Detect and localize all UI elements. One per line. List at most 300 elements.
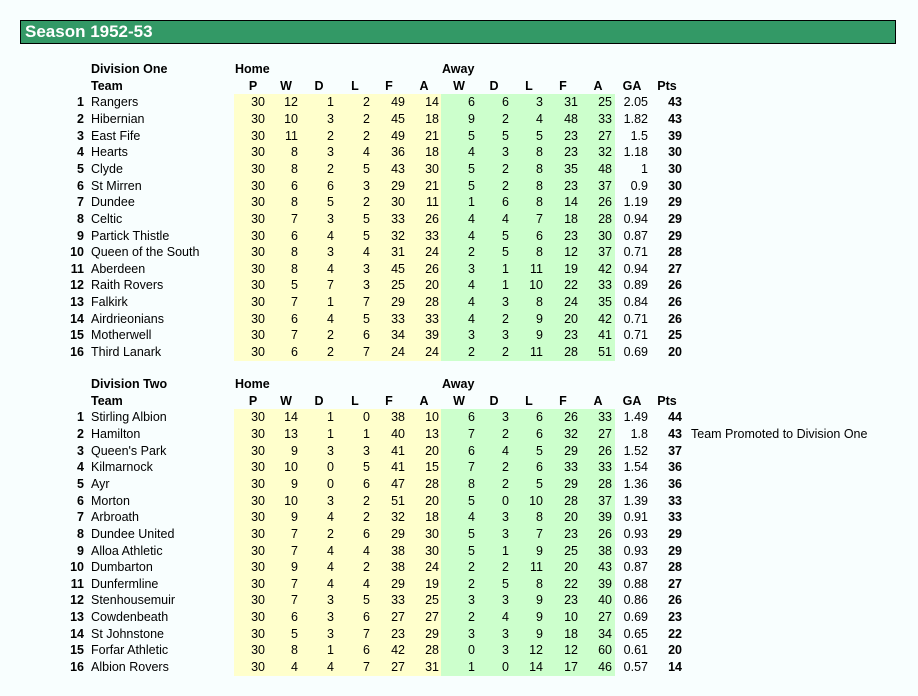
stat-aa: 35 [598, 295, 612, 310]
stat-ha: 27 [425, 610, 439, 625]
position: 7 [77, 195, 84, 210]
stat-af: 18 [564, 211, 578, 226]
stat-aw: 1 [468, 195, 475, 210]
stat-hw: 5 [291, 626, 298, 641]
stat-hl: 2 [363, 493, 370, 508]
stat-pts: 30 [668, 161, 682, 176]
stat-aa: 25 [598, 95, 612, 110]
stat-al: 5 [536, 128, 543, 143]
stat-hf: 32 [391, 510, 405, 525]
stat-aa: 26 [598, 443, 612, 458]
position: 1 [77, 95, 84, 110]
stat-af: 12 [564, 245, 578, 260]
header-d: D [314, 78, 324, 93]
stat-pts: 22 [668, 626, 682, 641]
stat-p: 30 [251, 510, 265, 525]
stat-pts: 23 [668, 610, 682, 625]
stat-aw: 8 [468, 476, 475, 491]
stat-af: 29 [564, 443, 578, 458]
stat-ha: 33 [425, 228, 439, 243]
stat-ga: 0.9 [630, 178, 648, 193]
stat-aa: 48 [598, 161, 612, 176]
stat-aa: 33 [598, 278, 612, 293]
stat-hl: 5 [363, 311, 370, 326]
position: 6 [77, 178, 84, 193]
stat-hd: 1 [327, 95, 334, 110]
table-row [0, 211, 918, 228]
stat-ha: 13 [425, 426, 439, 441]
stat-ha: 15 [425, 460, 439, 475]
stat-pts: 26 [668, 311, 682, 326]
stat-ad: 5 [502, 245, 509, 260]
team-name: Morton [91, 493, 130, 508]
column-header-row [0, 393, 918, 410]
table-row [0, 409, 918, 426]
stat-ad: 3 [502, 510, 509, 525]
stat-ad: 5 [502, 576, 509, 591]
stat-aw: 6 [468, 95, 475, 110]
stat-p: 30 [251, 128, 265, 143]
stat-p: 30 [251, 626, 265, 641]
header-p: P [248, 78, 258, 93]
stat-hd: 2 [327, 345, 334, 360]
stat-ha: 31 [425, 660, 439, 675]
stat-al: 3 [536, 95, 543, 110]
stat-hw: 6 [291, 178, 298, 193]
stat-hw: 10 [284, 111, 298, 126]
header-d: D [489, 78, 499, 93]
stat-al: 6 [536, 460, 543, 475]
stat-al: 10 [529, 493, 543, 508]
stat-hl: 6 [363, 476, 370, 491]
stat-pts: 29 [668, 195, 682, 210]
team-name: Airdrieonians [91, 311, 164, 326]
table-row [0, 161, 918, 178]
team-name: Ayr [91, 476, 110, 491]
stat-ha: 33 [425, 311, 439, 326]
stat-af: 18 [564, 626, 578, 641]
position: 10 [70, 560, 84, 575]
stat-p: 30 [251, 593, 265, 608]
stat-af: 22 [564, 278, 578, 293]
stat-al: 5 [536, 476, 543, 491]
position: 8 [77, 211, 84, 226]
stat-pts: 33 [668, 493, 682, 508]
stat-pts: 28 [668, 560, 682, 575]
stat-p: 30 [251, 95, 265, 110]
stat-hf: 49 [391, 128, 405, 143]
stat-ad: 3 [502, 328, 509, 343]
stat-hd: 2 [327, 328, 334, 343]
stat-pts: 44 [668, 410, 682, 425]
stat-aw: 0 [468, 643, 475, 658]
stat-ha: 28 [425, 643, 439, 658]
stat-aa: 37 [598, 245, 612, 260]
position: 4 [77, 460, 84, 475]
stat-ga: 1.54 [623, 460, 648, 475]
stat-ha: 18 [425, 111, 439, 126]
stat-p: 30 [251, 195, 265, 210]
team-name: Hearts [91, 145, 128, 160]
stat-aw: 4 [468, 211, 475, 226]
stat-pts: 29 [668, 211, 682, 226]
stat-ha: 30 [425, 543, 439, 558]
stat-hf: 40 [391, 426, 405, 441]
stat-aa: 42 [598, 261, 612, 276]
stat-hd: 1 [327, 295, 334, 310]
stat-hl: 4 [363, 145, 370, 160]
stat-hw: 9 [291, 560, 298, 575]
stat-hd: 0 [327, 460, 334, 475]
stat-aa: 39 [598, 510, 612, 525]
away-label: Away [442, 62, 475, 76]
stat-aa: 26 [598, 195, 612, 210]
stat-p: 30 [251, 161, 265, 176]
position: 16 [70, 345, 84, 360]
stat-p: 30 [251, 345, 265, 360]
stat-aw: 5 [468, 128, 475, 143]
stat-ad: 1 [502, 543, 509, 558]
stat-ha: 26 [425, 211, 439, 226]
stat-ga: 0.84 [623, 295, 648, 310]
stat-hw: 8 [291, 245, 298, 260]
stat-hl: 7 [363, 626, 370, 641]
position: 2 [77, 111, 84, 126]
stat-al: 6 [536, 410, 543, 425]
stat-ad: 4 [502, 443, 509, 458]
stat-ga: 1.52 [623, 443, 648, 458]
stat-aa: 41 [598, 328, 612, 343]
team-name: Falkirk [91, 295, 128, 310]
stat-aw: 5 [468, 161, 475, 176]
stat-aw: 3 [468, 328, 475, 343]
stat-ad: 3 [502, 410, 509, 425]
stat-ga: 0.65 [623, 626, 648, 641]
stat-aa: 30 [598, 228, 612, 243]
header-ga: GA [622, 393, 642, 408]
stat-aa: 39 [598, 576, 612, 591]
stat-aa: 40 [598, 593, 612, 608]
stat-ha: 28 [425, 476, 439, 491]
stat-af: 23 [564, 178, 578, 193]
stat-aw: 3 [468, 261, 475, 276]
stat-p: 30 [251, 145, 265, 160]
table-row [0, 244, 918, 261]
header-l: L [351, 78, 359, 93]
table-row [0, 311, 918, 328]
table-row [0, 194, 918, 211]
stat-hw: 9 [291, 510, 298, 525]
stat-hd: 3 [327, 111, 334, 126]
header-team: Team [91, 393, 123, 408]
stat-hl: 6 [363, 328, 370, 343]
stat-ga: 0.88 [623, 576, 648, 591]
stat-hl: 2 [363, 510, 370, 525]
stat-hf: 33 [391, 211, 405, 226]
stat-ga: 2.05 [623, 95, 648, 110]
stat-p: 30 [251, 526, 265, 541]
table-row [0, 111, 918, 128]
stat-hw: 4 [291, 660, 298, 675]
stat-hw: 6 [291, 228, 298, 243]
stat-ga: 0.69 [623, 610, 648, 625]
header-a: A [419, 78, 429, 93]
stat-al: 6 [536, 228, 543, 243]
table-row [0, 228, 918, 245]
stat-al: 14 [529, 660, 543, 675]
stat-aa: 46 [598, 660, 612, 675]
stat-af: 10 [564, 610, 578, 625]
position: 10 [70, 245, 84, 260]
header-l: L [525, 78, 533, 93]
team-name: Stenhousemuir [91, 593, 176, 608]
team-name: Celtic [91, 211, 123, 226]
stat-ga: 1.49 [623, 410, 648, 425]
stat-hf: 47 [391, 476, 405, 491]
stat-aw: 5 [468, 178, 475, 193]
stat-hf: 30 [391, 195, 405, 210]
table-row [0, 144, 918, 161]
stat-aa: 32 [598, 145, 612, 160]
stat-pts: 43 [668, 111, 682, 126]
stat-p: 30 [251, 443, 265, 458]
header-f: F [559, 78, 567, 93]
stat-ha: 30 [425, 161, 439, 176]
stat-aa: 38 [598, 543, 612, 558]
stat-af: 20 [564, 510, 578, 525]
stat-hl: 3 [363, 278, 370, 293]
stat-hl: 6 [363, 526, 370, 541]
table-row [0, 277, 918, 294]
stat-hf: 49 [391, 95, 405, 110]
stat-af: 28 [564, 345, 578, 360]
stat-aa: 33 [598, 410, 612, 425]
stat-ad: 3 [502, 626, 509, 641]
stat-p: 30 [251, 610, 265, 625]
stat-aa: 42 [598, 311, 612, 326]
table-row [0, 327, 918, 344]
stat-ha: 20 [425, 493, 439, 508]
stat-pts: 29 [668, 543, 682, 558]
team-name: Partick Thistle [91, 228, 170, 243]
stat-hd: 3 [327, 626, 334, 641]
stat-ha: 26 [425, 261, 439, 276]
stat-af: 26 [564, 410, 578, 425]
table-row [0, 128, 918, 145]
stat-aa: 60 [598, 643, 612, 658]
stat-ha: 24 [425, 560, 439, 575]
stat-p: 30 [251, 493, 265, 508]
table-row [0, 592, 918, 609]
header-w: W [453, 393, 465, 408]
stat-hf: 38 [391, 560, 405, 575]
position: 5 [77, 161, 84, 176]
stat-hw: 8 [291, 195, 298, 210]
stat-hd: 1 [327, 426, 334, 441]
stat-hd: 1 [327, 410, 334, 425]
stat-al: 11 [530, 560, 543, 575]
stat-hf: 45 [391, 261, 405, 276]
stat-hd: 6 [327, 178, 334, 193]
stat-hd: 4 [327, 228, 334, 243]
stat-aa: 27 [598, 610, 612, 625]
stat-hw: 6 [291, 610, 298, 625]
stat-hl: 6 [363, 610, 370, 625]
stat-ad: 2 [502, 311, 509, 326]
stat-aa: 51 [598, 345, 612, 360]
stat-hl: 5 [363, 211, 370, 226]
stat-ad: 4 [502, 211, 509, 226]
stat-ga: 1.18 [623, 145, 648, 160]
home-label: Home [235, 377, 270, 391]
stat-ad: 2 [502, 560, 509, 575]
stat-ha: 24 [425, 345, 439, 360]
stat-af: 22 [564, 576, 578, 591]
header-pts: Pts [657, 393, 677, 408]
stat-hd: 3 [327, 211, 334, 226]
stat-ha: 14 [425, 95, 439, 110]
stat-hl: 2 [363, 128, 370, 143]
stat-af: 19 [564, 261, 578, 276]
stat-p: 30 [251, 660, 265, 675]
stat-af: 28 [564, 493, 578, 508]
stat-ad: 0 [502, 493, 509, 508]
stat-hw: 9 [291, 476, 298, 491]
stat-pts: 27 [668, 576, 682, 591]
header-team: Team [91, 78, 123, 93]
stat-ga: 1.19 [623, 195, 648, 210]
division-name: Division One [91, 62, 168, 76]
stat-hl: 3 [363, 178, 370, 193]
header-w: W [453, 78, 465, 93]
stat-ga: 0.93 [623, 543, 648, 558]
table-row [0, 526, 918, 543]
position: 13 [70, 295, 84, 310]
team-name: Forfar Athletic [91, 643, 169, 658]
stat-hf: 38 [391, 410, 405, 425]
team-name: St Mirren [91, 178, 142, 193]
stat-hl: 4 [363, 245, 370, 260]
stat-ha: 20 [425, 278, 439, 293]
stat-p: 30 [251, 278, 265, 293]
stat-p: 30 [251, 211, 265, 226]
stat-ha: 29 [425, 626, 439, 641]
stat-hd: 4 [327, 311, 334, 326]
stat-ga: 0.87 [623, 560, 648, 575]
stat-hw: 12 [284, 95, 298, 110]
stat-al: 4 [536, 111, 543, 126]
stat-ad: 2 [502, 476, 509, 491]
stat-hf: 38 [391, 543, 405, 558]
stat-hf: 29 [391, 178, 405, 193]
stat-al: 8 [536, 576, 543, 591]
stat-al: 10 [529, 278, 543, 293]
home-label: Home [235, 62, 270, 76]
stat-al: 8 [536, 295, 543, 310]
stat-af: 12 [564, 643, 578, 658]
stat-al: 7 [536, 211, 543, 226]
stat-af: 31 [564, 95, 578, 110]
table-row [0, 609, 918, 626]
stat-ga: 0.61 [623, 643, 648, 658]
position: 3 [77, 128, 84, 143]
stat-hw: 10 [284, 493, 298, 508]
stat-pts: 36 [668, 476, 682, 491]
stat-hl: 4 [363, 576, 370, 591]
stat-aw: 4 [468, 278, 475, 293]
team-name: Hamilton [91, 426, 141, 441]
team-name: Clyde [91, 161, 123, 176]
stat-p: 30 [251, 245, 265, 260]
stat-af: 23 [564, 328, 578, 343]
header-f: F [559, 393, 567, 408]
position: 3 [77, 443, 84, 458]
stat-hf: 33 [391, 593, 405, 608]
stat-hw: 5 [291, 278, 298, 293]
stat-p: 30 [251, 178, 265, 193]
stat-hl: 5 [363, 228, 370, 243]
position: 15 [70, 328, 84, 343]
stat-al: 9 [536, 626, 543, 641]
stat-hf: 27 [391, 660, 405, 675]
stat-ga: 0.91 [623, 510, 648, 525]
stat-p: 30 [251, 560, 265, 575]
stat-hw: 8 [291, 261, 298, 276]
stat-p: 30 [251, 476, 265, 491]
stat-pts: 30 [668, 145, 682, 160]
stat-ha: 21 [425, 128, 439, 143]
stat-hd: 4 [327, 261, 334, 276]
stat-hw: 9 [291, 443, 298, 458]
table-row [0, 294, 918, 311]
stat-ga: 0.94 [623, 261, 648, 276]
stat-aw: 5 [468, 543, 475, 558]
stat-pts: 37 [668, 443, 682, 458]
stat-p: 30 [251, 410, 265, 425]
stat-aa: 28 [598, 211, 612, 226]
stat-hd: 0 [327, 476, 334, 491]
stat-pts: 30 [668, 178, 682, 193]
stat-p: 30 [251, 228, 265, 243]
stat-hw: 6 [291, 345, 298, 360]
team-name: Queen's Park [91, 443, 167, 458]
header-d: D [314, 393, 324, 408]
stat-ad: 6 [502, 195, 509, 210]
stat-pts: 25 [668, 328, 682, 343]
table-row [0, 543, 918, 560]
stat-ga: 0.71 [623, 245, 648, 260]
stat-ad: 3 [502, 593, 509, 608]
stat-ha: 19 [425, 576, 439, 591]
group-header-row [0, 61, 918, 78]
stat-af: 23 [564, 145, 578, 160]
stat-aw: 6 [468, 443, 475, 458]
stat-p: 30 [251, 643, 265, 658]
stat-hd: 3 [327, 245, 334, 260]
stat-hd: 4 [327, 510, 334, 525]
stat-pts: 43 [668, 95, 682, 110]
stat-aw: 4 [468, 311, 475, 326]
stat-aw: 5 [468, 493, 475, 508]
stat-al: 9 [536, 593, 543, 608]
stat-ga: 1.5 [630, 128, 648, 143]
table-row [0, 659, 918, 676]
stat-p: 30 [251, 543, 265, 558]
stat-p: 30 [251, 261, 265, 276]
stat-hw: 7 [291, 543, 298, 558]
header-d: D [489, 393, 499, 408]
division-name: Division Two [91, 377, 168, 391]
